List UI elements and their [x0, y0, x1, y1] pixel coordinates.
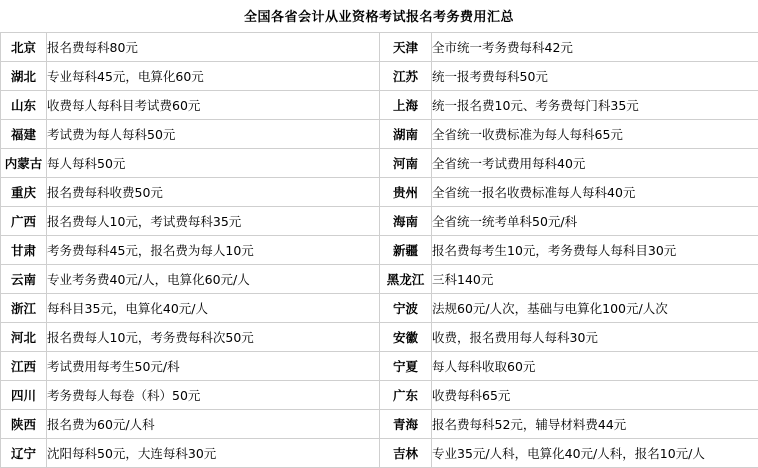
- region-cell: 北京: [1, 33, 47, 62]
- detail-cell: 全省统一收费标准为每人每科65元: [432, 120, 758, 149]
- fee-summary-table: [0, 32, 758, 468]
- detail-cell: 报名费每考生10元，考务费每人每科目30元: [432, 236, 758, 265]
- region-cell: 河南: [380, 149, 432, 178]
- detail-cell: 考务费每科45元，报名费为每人10元: [47, 236, 380, 265]
- detail-cell: 考试费用每考生50元/科: [47, 352, 380, 381]
- detail-cell: 报名费为60元/人科: [47, 410, 380, 439]
- region-cell: 内蒙古: [1, 149, 47, 178]
- region-cell: 甘肃: [1, 236, 47, 265]
- region-cell: 辽宁: [1, 439, 47, 468]
- table-row: [1, 439, 758, 468]
- table-row: [1, 207, 758, 236]
- table-row: [1, 381, 758, 410]
- region-cell: 江西: [1, 352, 47, 381]
- detail-cell: 统一报考费每科50元: [432, 62, 758, 91]
- region-cell: 云南: [1, 265, 47, 294]
- table-row: [1, 62, 758, 91]
- detail-cell: 考务费每人每卷（科）50元: [47, 381, 380, 410]
- region-cell: 宁波: [380, 294, 432, 323]
- detail-cell: 报名费每人10元，考务费每科次50元: [47, 323, 380, 352]
- region-cell: 福建: [1, 120, 47, 149]
- table-row: [1, 323, 758, 352]
- detail-cell: 全市统一考务费每科42元: [432, 33, 758, 62]
- table-row: [1, 149, 758, 178]
- detail-cell: 全省统一报名收费标准每人每科40元: [432, 178, 758, 207]
- detail-cell: 三科140元: [432, 265, 758, 294]
- detail-cell: 每科目35元，电算化40元/人: [47, 294, 380, 323]
- table-row: [1, 178, 758, 207]
- region-cell: 重庆: [1, 178, 47, 207]
- region-cell: 四川: [1, 381, 47, 410]
- detail-cell: 收费，报名费用每人每科30元: [432, 323, 758, 352]
- region-cell: 青海: [380, 410, 432, 439]
- region-cell: 贵州: [380, 178, 432, 207]
- detail-cell: 专业每科45元，电算化60元: [47, 62, 380, 91]
- detail-cell: 统一报名费10元、考务费每门科35元: [432, 91, 758, 120]
- table-row: [1, 410, 758, 439]
- table-row: [1, 236, 758, 265]
- region-cell: 湖北: [1, 62, 47, 91]
- table-row: [1, 33, 758, 62]
- table-row: [1, 265, 758, 294]
- region-cell: 广西: [1, 207, 47, 236]
- detail-cell: 考试费为每人每科50元: [47, 120, 380, 149]
- region-cell: 海南: [380, 207, 432, 236]
- page-title: 全国各省会计从业资格考试报名考务费用汇总: [0, 0, 758, 32]
- table-body: [1, 33, 758, 468]
- detail-cell: 收费每人每科目考试费60元: [47, 91, 380, 120]
- detail-cell: 报名费每科80元: [47, 33, 380, 62]
- region-cell: 安徽: [380, 323, 432, 352]
- detail-cell: 报名费每科52元，辅导材料费44元: [432, 410, 758, 439]
- table-row: [1, 294, 758, 323]
- region-cell: 湖南: [380, 120, 432, 149]
- detail-cell: 法规60元/人次，基础与电算化100元/人次: [432, 294, 758, 323]
- detail-cell: 专业35元/人科，电算化40元/人科，报名10元/人: [432, 439, 758, 468]
- region-cell: 天津: [380, 33, 432, 62]
- table-row: [1, 352, 758, 381]
- region-cell: 宁夏: [380, 352, 432, 381]
- region-cell: 吉林: [380, 439, 432, 468]
- detail-cell: 每人每科收取60元: [432, 352, 758, 381]
- detail-cell: 报名费每人10元，考试费每科35元: [47, 207, 380, 236]
- detail-cell: 报名费每科收费50元: [47, 178, 380, 207]
- region-cell: 新疆: [380, 236, 432, 265]
- region-cell: 江苏: [380, 62, 432, 91]
- region-cell: 陕西: [1, 410, 47, 439]
- detail-cell: 专业考务费40元/人，电算化60元/人: [47, 265, 380, 294]
- detail-cell: 每人每科50元: [47, 149, 380, 178]
- region-cell: 山东: [1, 91, 47, 120]
- detail-cell: 收费每科65元: [432, 381, 758, 410]
- detail-cell: 沈阳每科50元，大连每科30元: [47, 439, 380, 468]
- region-cell: 上海: [380, 91, 432, 120]
- table-row: [1, 91, 758, 120]
- detail-cell: 全省统一考试费用每科40元: [432, 149, 758, 178]
- region-cell: 浙江: [1, 294, 47, 323]
- region-cell: 黑龙江: [380, 265, 432, 294]
- detail-cell: 全省统一统考单科50元/科: [432, 207, 758, 236]
- region-cell: 河北: [1, 323, 47, 352]
- region-cell: 广东: [380, 381, 432, 410]
- table-row: [1, 120, 758, 149]
